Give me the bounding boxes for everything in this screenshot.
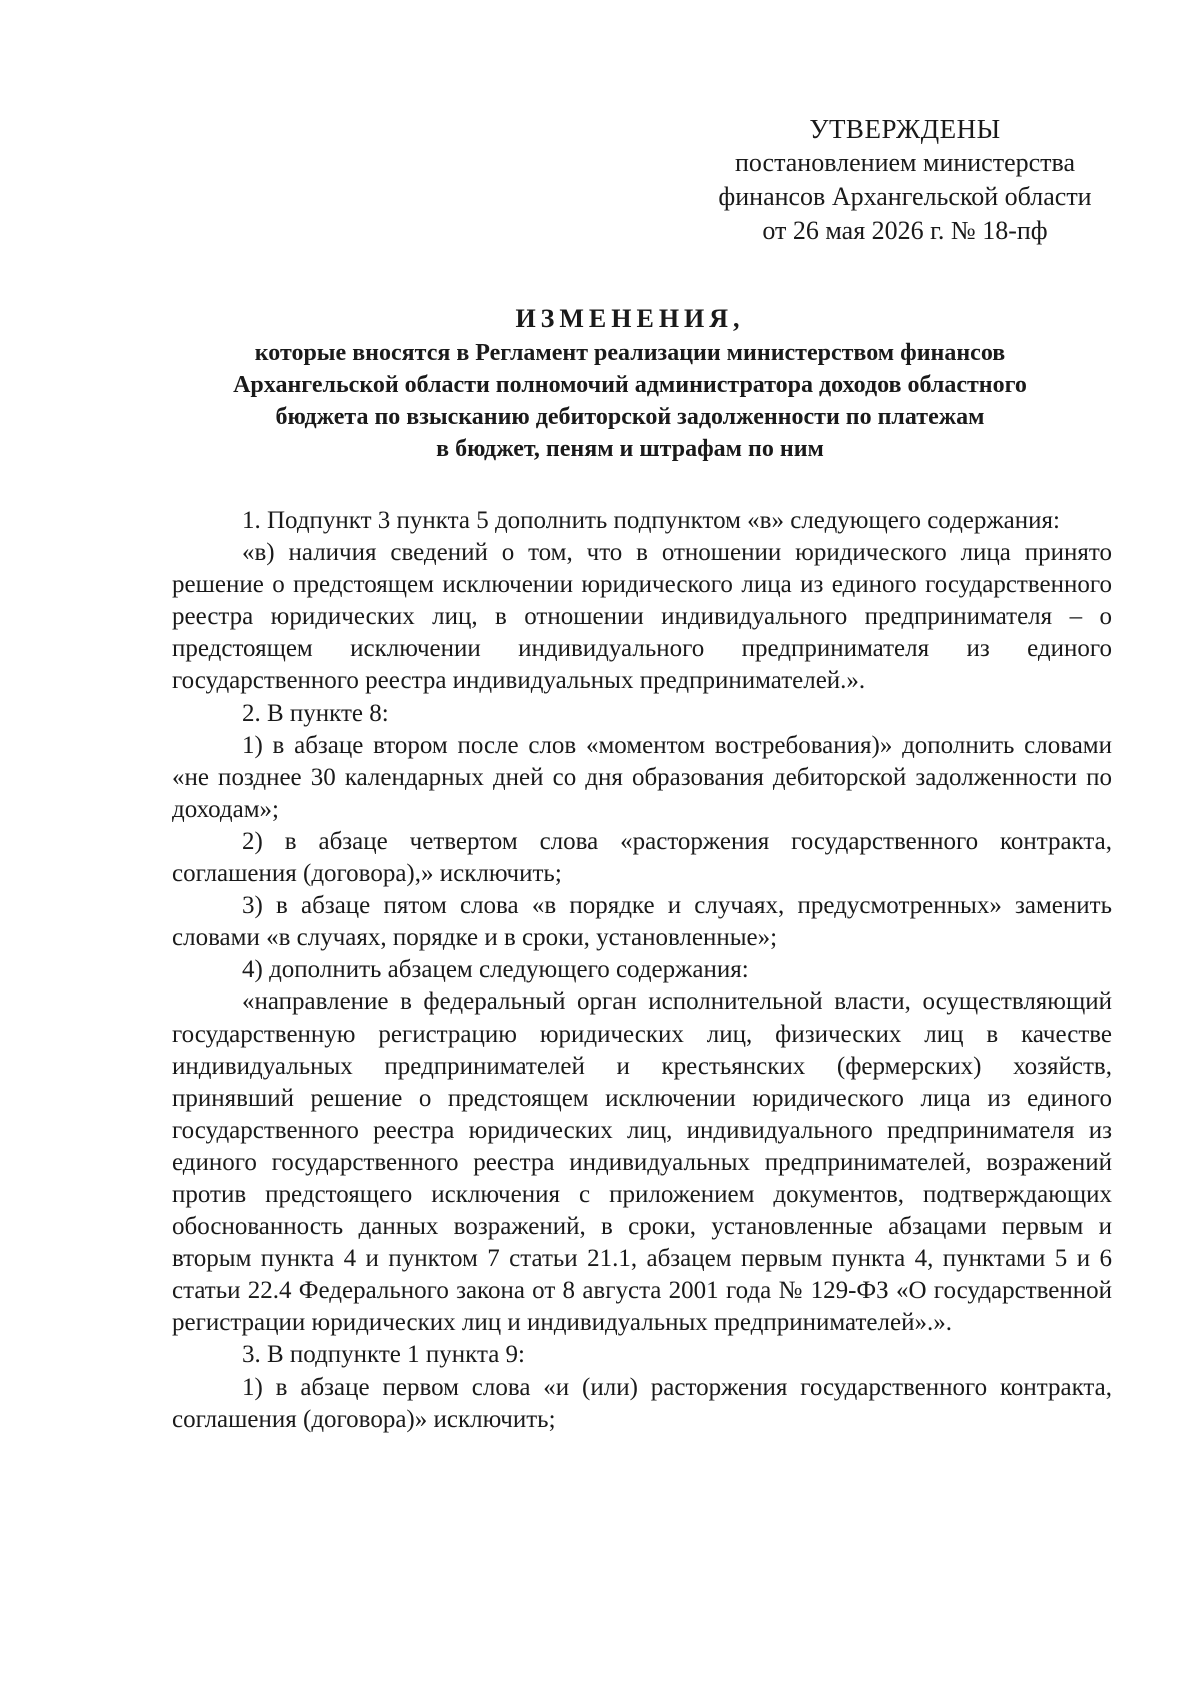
- document-body: [172, 505, 1112, 1436]
- paragraph: 3) в абзаце пятом слова «в порядке и случаях, предусмотренных» заменить словами «в случаях, порядке и в сроки, установленные»;: [172, 892, 1112, 952]
- title-line-2: Архангельской области полномочий администратора доходов областного: [233, 372, 1027, 398]
- paragraph: 1) в абзаце первом слова «и (или) расторжения государственного контракта, соглашения (договора)» исключить;: [172, 1373, 1112, 1433]
- approval-line-1: постановлением министерства: [734, 148, 1076, 177]
- title-line-3: бюджета по взысканию дебиторской задолженности по платежам: [275, 404, 985, 430]
- document-title-block: [150, 303, 1110, 465]
- paragraph: «направление в федеральный орган исполнительной власти, осуществляющий государственную регистрацию юридических лиц, физических лиц в качестве индивидуальных предпринимателей и крестьянских (фермерских) хозяйств, принявший решение о предстоящем исключении юридического лица из единого государственного реестра юридических лиц, индивидуального предпринимателя из единого государственного реестра индивидуальных предпринимателей, возражений против предстоящего исключения с приложением документов, подтверждающих обоснованность данных возражений, в сроки, установленные абзацами первым и вторым пункта 4 и пунктом 7 статьи 21.1, абзацем первым пункта 4, пунктами 5 и 6 статьи 22.4 Федерального закона от 8 августа 2001 года № 129-ФЗ «О государственной регистрации юридических лиц и индивидуальных предпринимателей».».: [172, 988, 1112, 1337]
- approval-stamp-block: [690, 112, 1120, 248]
- title-line-1: которые вносятся в Регламент реализации министерством финансов: [254, 340, 1006, 366]
- approval-line-3: от 26 мая 2026 г. № 18-пф: [762, 216, 1048, 245]
- approval-line-2: финансов Архангельской области: [718, 182, 1092, 211]
- paragraph: 2) в абзаце четвертом слова «расторжения государственного контракта, соглашения (договора),» исключить;: [172, 827, 1112, 888]
- paragraph: 1. Подпункт 3 пункта 5 дополнить подпунктом «в» следующего содержания:: [242, 507, 1060, 534]
- paragraph: 4) дополнить абзацем следующего содержания:: [242, 956, 749, 984]
- paragraph: 1) в абзаце втором после слов «моментом востребования)» дополнить словами «не позднее 30 календарных дней со дня образования дебиторской задолженности по доходам»;: [172, 731, 1112, 823]
- paragraph: 2. В пункте 8:: [242, 699, 389, 727]
- paragraph: «в) наличия сведений о том, что в отношении юридического лица принято решение о предстоящем исключении юридического лица из единого государственного реестра юридических лиц, в отношении индивидуального предпринимателя – о предстоящем исключении индивидуального предпринимателя из единого государственного реестра индивидуальных предпринимателей.».: [172, 539, 1112, 695]
- paragraph: 3. В подпункте 1 пункта 9:: [242, 1341, 525, 1369]
- approved-word: УТВЕРЖДЕНЫ: [809, 114, 1001, 144]
- document-title: ИЗМЕНЕНИЯ,: [515, 304, 745, 333]
- title-line-4: в бюджет, пеням и штрафам по ним: [436, 436, 824, 462]
